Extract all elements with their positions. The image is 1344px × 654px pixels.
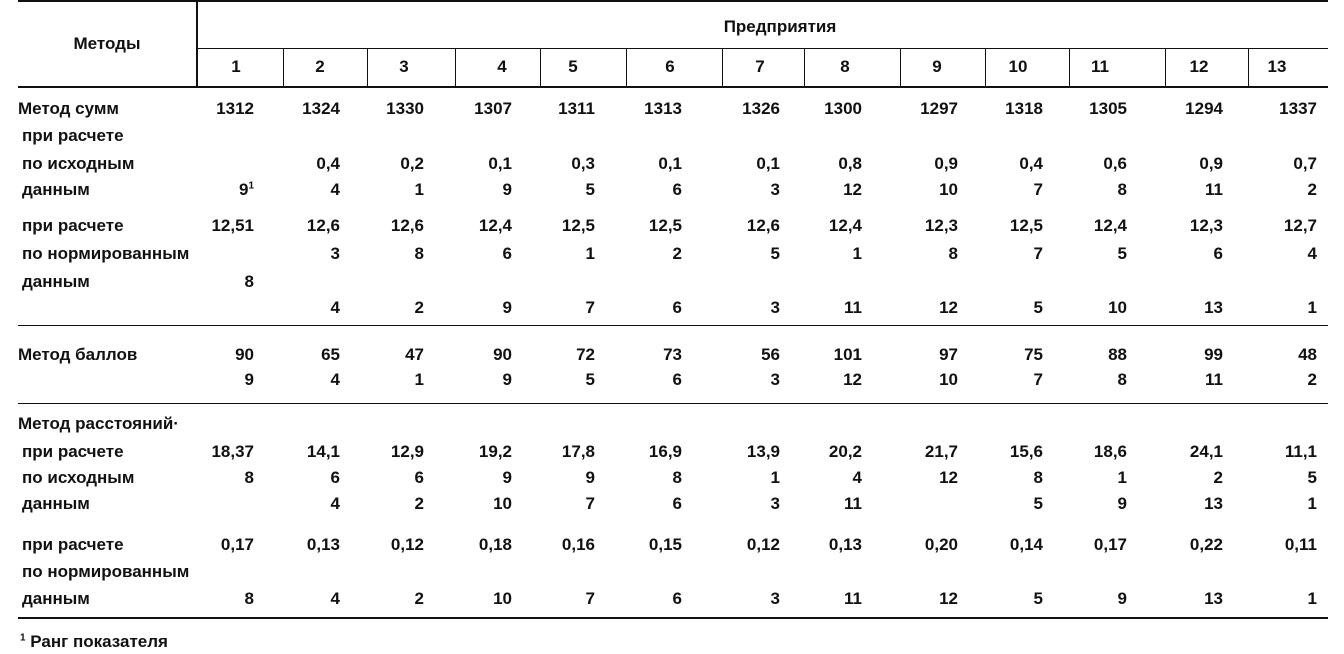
points-value-4: 90	[493, 345, 512, 364]
distance-title-mark: ·	[173, 414, 179, 433]
enterprises-underline	[196, 48, 1328, 49]
column-header-12: 12	[1189, 57, 1209, 76]
distance-norm-label-1: при расчете	[22, 535, 124, 554]
column-header-3: 3	[399, 57, 409, 76]
sum-total-1: 1312	[216, 99, 254, 118]
points-rank-2: 4	[330, 370, 340, 389]
sum-norm-second-8: 1	[852, 244, 862, 263]
sum-norm-value-7: 12,6	[746, 216, 780, 235]
distance-raw-value-13: 11,1	[1284, 442, 1317, 461]
distance-norm-rank-6: 6	[672, 589, 682, 608]
sum-norm-value-6: 12,5	[648, 216, 682, 235]
distance-raw-rank-7: 3	[770, 494, 780, 513]
distance-norm-label-3: данным	[22, 589, 90, 608]
sum-norm-label-1: при расчете	[22, 216, 124, 235]
distance-norm-value-13: 0,11	[1284, 535, 1317, 554]
distance-title-text: Метод расстояний	[18, 414, 174, 433]
column-header-1: 1	[231, 57, 241, 76]
sum-norm-label-3: данным	[22, 272, 90, 291]
distance-raw-value-11: 18,6	[1093, 442, 1127, 461]
points-rank-4: 9	[502, 370, 512, 389]
distance-raw-value-2: 14,1	[306, 442, 340, 461]
sum-raw-rank-5: 5	[585, 180, 595, 199]
sum-norm-value-10: 12,5	[1009, 216, 1043, 235]
distance-raw-second-5: 9	[585, 468, 595, 487]
footnote-text: Ранг показателя	[30, 632, 168, 651]
sum-norm-second-13: 4	[1307, 244, 1317, 263]
column-header-11: 11	[1091, 57, 1109, 76]
section-rule-sum	[18, 325, 1328, 326]
points-rank-1: 9	[244, 370, 254, 389]
distance-raw-rank-3: 2	[414, 494, 424, 513]
distance-norm-value-7: 0,12	[746, 535, 780, 554]
distance-norm-value-10: 0,14	[1009, 535, 1043, 554]
distance-raw-value-4: 19,2	[478, 442, 512, 461]
distance-norm-value-8: 0,13	[828, 535, 862, 554]
distance-raw-value-8: 20,2	[828, 442, 862, 461]
sum-total-13: 1337	[1279, 99, 1317, 118]
column-divider-6	[722, 49, 723, 86]
sum-norm-value-1: 12,51	[211, 216, 254, 235]
sum-total-9: 1297	[920, 99, 958, 118]
distance-raw-second-12: 2	[1213, 468, 1223, 487]
distance-norm-rank-9: 12	[939, 589, 958, 608]
column-header-2: 2	[315, 57, 325, 76]
distance-raw-value-3: 12,9	[390, 442, 424, 461]
sum-norm-second-7: 5	[770, 244, 780, 263]
sum-total-12: 1294	[1185, 99, 1223, 118]
sum-raw-rank-11: 8	[1117, 180, 1127, 199]
sum-norm-value-5: 12,5	[561, 216, 595, 235]
column-divider-11	[1165, 49, 1166, 86]
distance-norm-value-11: 0,17	[1093, 535, 1127, 554]
points-value-11: 88	[1108, 345, 1127, 364]
points-rank-6: 6	[672, 370, 682, 389]
points-rank-12: 11	[1205, 370, 1223, 389]
sum-norm-rank-5: 7	[585, 298, 595, 317]
header-vertical-divider	[196, 0, 198, 86]
column-divider-9	[985, 49, 986, 86]
column-header-4: 4	[497, 57, 507, 76]
footnote-mark: 1	[20, 632, 26, 644]
sum-total-5: 1311	[558, 99, 595, 118]
distance-raw-second-4: 9	[502, 468, 512, 487]
sum-raw-value-4: 0,1	[488, 154, 512, 173]
column-divider-8	[900, 49, 901, 86]
points-value-12: 99	[1204, 345, 1223, 364]
distance-raw-rank-11: 9	[1117, 494, 1127, 513]
sum-total-10: 1318	[1005, 99, 1043, 118]
footnote-ref-mark: 1	[248, 180, 254, 192]
sum-raw-value-7: 0,1	[756, 154, 780, 173]
distance-raw-label-1: при расчете	[22, 442, 124, 461]
distance-raw-value-7: 13,9	[746, 442, 780, 461]
distance-raw-value-10: 15,6	[1009, 442, 1043, 461]
sum-total-4: 1307	[474, 99, 512, 118]
points-rank-3: 1	[414, 370, 424, 389]
column-header-9: 9	[932, 57, 942, 76]
sum-raw-rank-1-value: 9	[238, 180, 249, 199]
column-header-7: 7	[755, 57, 765, 76]
distance-raw-rank-13: 1	[1307, 494, 1317, 513]
distance-raw-rank-5: 7	[585, 494, 595, 513]
sum-norm-second-9: 8	[948, 244, 958, 263]
footnote	[20, 632, 168, 652]
sum-norm-third-1: 8	[244, 272, 254, 291]
top-rule	[18, 0, 1328, 2]
points-rank-9: 10	[939, 370, 958, 389]
distance-raw-second-2: 6	[330, 468, 340, 487]
sum-norm-value-3: 12,6	[390, 216, 424, 235]
sum-norm-value-9: 12,3	[924, 216, 958, 235]
distance-norm-rank-5: 7	[585, 589, 595, 608]
sum-raw-rank-8: 12	[843, 180, 862, 199]
distance-raw-rank-8: 11	[844, 494, 862, 513]
distance-norm-rank-8: 11	[844, 589, 862, 608]
sum-norm-rank-2: 4	[330, 298, 340, 317]
sum-norm-value-13: 12,7	[1283, 216, 1317, 235]
section-rule-points	[18, 403, 1328, 404]
sum-total-11: 1305	[1089, 99, 1127, 118]
column-header-8: 8	[840, 57, 850, 76]
column-header-5: 5	[568, 57, 578, 76]
distance-norm-rank-10: 5	[1033, 589, 1043, 608]
distance-norm-value-9: 0,20	[924, 535, 958, 554]
distance-raw-second-10: 8	[1033, 468, 1043, 487]
distance-norm-label-2: по нормированным	[22, 562, 190, 581]
sum-norm-value-2: 12,6	[306, 216, 340, 235]
distance-norm-value-6: 0,15	[648, 535, 682, 554]
sum-raw-rank-4: 9	[502, 180, 512, 199]
distance-norm-rank-1: 8	[244, 589, 254, 608]
distance-norm-value-5: 0,16	[561, 535, 595, 554]
sum-norm-rank-8: 11	[844, 298, 862, 317]
sum-total-6: 1313	[644, 99, 682, 118]
sum-raw-label-1: при расчете	[22, 126, 124, 145]
sum-norm-rank-11: 10	[1108, 298, 1127, 317]
sum-raw-value-5: 0,3	[571, 154, 595, 173]
methods-header: Методы	[73, 34, 141, 53]
points-value-2: 65	[321, 345, 340, 364]
distance-raw-second-8: 4	[852, 468, 862, 487]
sum-raw-rank-2: 4	[330, 180, 340, 199]
sum-raw-value-8: 0,8	[838, 154, 862, 173]
points-rank-7: 3	[770, 370, 780, 389]
sum-raw-label-2: по исходным	[22, 154, 135, 173]
sum-norm-rank-9: 12	[939, 298, 958, 317]
points-rank-11: 8	[1117, 370, 1127, 389]
sum-raw-value-2: 0,4	[316, 154, 340, 173]
distance-raw-value-9: 21,7	[924, 442, 958, 461]
sum-raw-value-3: 0,2	[400, 154, 424, 173]
points-value-13: 48	[1298, 345, 1317, 364]
distance-raw-second-13: 5	[1307, 468, 1317, 487]
header-bottom-rule	[18, 86, 1328, 88]
column-divider-5	[626, 49, 627, 86]
sum-norm-second-5: 1	[585, 244, 595, 263]
column-divider-3	[455, 49, 456, 86]
distance-raw-rank-10: 5	[1033, 494, 1043, 513]
points-value-5: 72	[576, 345, 595, 364]
distance-norm-rank-7: 3	[770, 589, 780, 608]
sum-norm-label-2: по нормированным	[22, 244, 190, 263]
sum-raw-rank-3: 1	[414, 180, 424, 199]
sum-raw-rank-7: 3	[770, 180, 780, 199]
sum-norm-second-2: 3	[330, 244, 340, 263]
distance-raw-value-12: 24,1	[1189, 442, 1223, 461]
sum-norm-rank-13: 1	[1307, 298, 1317, 317]
column-header-13: 13	[1267, 57, 1287, 76]
distance-norm-value-3: 0,12	[390, 535, 424, 554]
points-rank-13: 2	[1307, 370, 1317, 389]
distance-raw-second-6: 8	[672, 468, 682, 487]
sum-raw-value-13: 0,7	[1293, 154, 1317, 173]
distance-norm-rank-4: 10	[493, 589, 512, 608]
sum-raw-rank-1	[174, 180, 254, 200]
sum-raw-rank-6: 6	[672, 180, 682, 199]
column-header-6: 6	[665, 57, 675, 76]
sum-raw-value-11: 0,6	[1103, 154, 1127, 173]
column-divider-1	[283, 49, 284, 86]
table-bottom-rule	[18, 617, 1328, 619]
distance-raw-rank-2: 4	[330, 494, 340, 513]
points-value-1: 90	[235, 345, 254, 364]
points-rank-5: 5	[585, 370, 595, 389]
distance-norm-value-4: 0,18	[478, 535, 512, 554]
sum-total-3: 1330	[386, 99, 424, 118]
sum-raw-label-3: данным	[22, 180, 90, 199]
distance-raw-value-5: 17,8	[561, 442, 595, 461]
distance-raw-label-2: по исходным	[22, 468, 135, 487]
points-value-6: 73	[663, 345, 682, 364]
sum-norm-second-4: 6	[502, 244, 512, 263]
distance-raw-rank-4: 10	[493, 494, 512, 513]
column-divider-7	[804, 49, 805, 86]
enterprises-header: Предприятия	[723, 17, 837, 36]
sum-total-7: 1326	[742, 99, 780, 118]
sum-raw-value-10: 0,4	[1019, 154, 1043, 173]
points-value-8: 101	[833, 345, 862, 364]
sum-norm-value-11: 12,4	[1093, 216, 1127, 235]
sum-raw-value-6: 0,1	[658, 154, 682, 173]
sum-raw-rank-13: 2	[1307, 180, 1317, 199]
sum-norm-rank-10: 5	[1033, 298, 1043, 317]
distance-raw-second-11: 1	[1117, 468, 1127, 487]
sum-raw-value-12: 0,9	[1199, 154, 1223, 173]
distance-raw-second-7: 1	[770, 468, 780, 487]
sum-norm-second-11: 5	[1117, 244, 1127, 263]
distance-norm-rank-3: 2	[414, 589, 424, 608]
distance-raw-value-6: 16,9	[648, 442, 682, 461]
distance-raw-second-3: 6	[414, 468, 424, 487]
sum-norm-value-12: 12,3	[1189, 216, 1223, 235]
points-method-title: Метод баллов	[18, 345, 138, 364]
sum-norm-second-6: 2	[672, 244, 682, 263]
points-value-9: 97	[939, 345, 958, 364]
distance-raw-second-1: 8	[244, 468, 254, 487]
distance-norm-rank-11: 9	[1117, 589, 1127, 608]
sum-norm-rank-6: 6	[672, 298, 682, 317]
column-divider-10	[1069, 49, 1070, 86]
column-header-10: 10	[1008, 57, 1028, 76]
sum-norm-value-8: 12,4	[828, 216, 862, 235]
points-value-7: 56	[761, 345, 780, 364]
sum-norm-second-12: 6	[1213, 244, 1223, 263]
sum-norm-rank-3: 2	[414, 298, 424, 317]
points-value-10: 75	[1024, 345, 1043, 364]
sum-norm-value-4: 12,4	[478, 216, 512, 235]
distance-norm-rank-12: 13	[1204, 589, 1223, 608]
sum-norm-rank-7: 3	[770, 298, 780, 317]
column-divider-2	[367, 49, 368, 86]
distance-raw-rank-6: 6	[672, 494, 682, 513]
sum-raw-rank-12: 11	[1205, 180, 1223, 199]
distance-method-title	[18, 414, 179, 434]
sum-total-8: 1300	[824, 99, 862, 118]
distance-norm-value-2: 0,13	[306, 535, 340, 554]
sum-norm-second-3: 8	[414, 244, 424, 263]
points-rank-8: 12	[843, 370, 862, 389]
distance-norm-rank-13: 1	[1307, 589, 1317, 608]
sum-total-2: 1324	[302, 99, 340, 118]
distance-norm-value-1: 0,17	[220, 535, 254, 554]
sum-raw-rank-9: 10	[939, 180, 958, 199]
sum-norm-rank-4: 9	[502, 298, 512, 317]
column-divider-4	[540, 49, 541, 86]
distance-norm-rank-2: 4	[330, 589, 340, 608]
sum-raw-value-9: 0,9	[934, 154, 958, 173]
points-value-3: 47	[405, 345, 424, 364]
sum-raw-rank-10: 7	[1033, 180, 1043, 199]
sum-method-title: Метод сумм	[18, 99, 120, 118]
column-divider-12	[1248, 49, 1249, 86]
distance-raw-second-9: 12	[939, 468, 958, 487]
sum-norm-second-10: 7	[1033, 244, 1043, 263]
distance-raw-value-1: 18,37	[211, 442, 254, 461]
distance-raw-label-3: данным	[22, 494, 90, 513]
distance-raw-rank-12: 13	[1204, 494, 1223, 513]
points-rank-10: 7	[1033, 370, 1043, 389]
sum-norm-rank-12: 13	[1204, 298, 1223, 317]
distance-norm-value-12: 0,22	[1189, 535, 1223, 554]
